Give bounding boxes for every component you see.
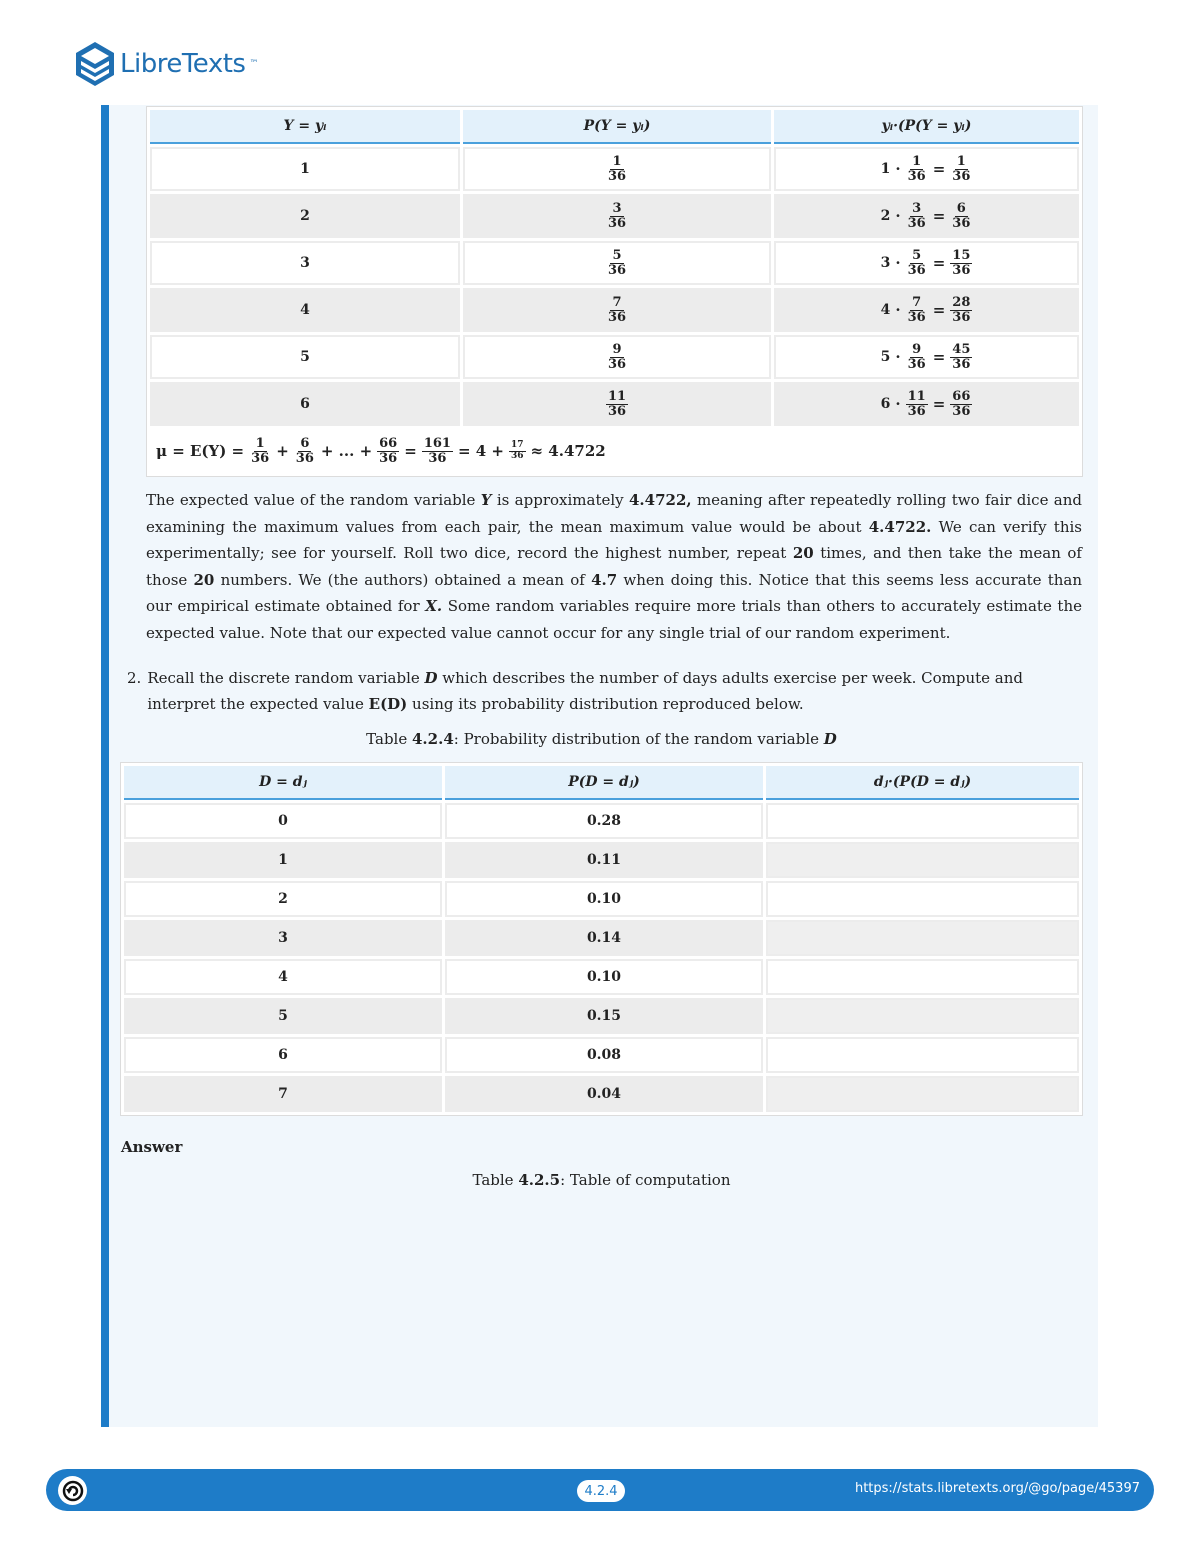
table-caption-4-2-5 <box>121 1171 1082 1189</box>
product-numerator: 1 <box>912 153 922 169</box>
table-y-computation <box>146 106 1083 477</box>
caption-number: 4.2.4 <box>412 730 454 748</box>
caption-text: : Table of computation <box>560 1171 731 1189</box>
cell-product <box>766 1076 1079 1112</box>
cell-d: 5 <box>124 998 442 1034</box>
col-header-prob: P(D = dⱼ) <box>445 766 763 800</box>
mean-f3-numerator: 66 <box>379 435 398 451</box>
item-text: using its probability distribution reproduced below. <box>407 694 804 713</box>
refresh-cc-icon <box>62 1480 84 1502</box>
cell-d: 1 <box>124 842 442 878</box>
mean-f1-numerator: 1 <box>255 435 265 451</box>
result-numerator: 66 <box>952 388 971 404</box>
cell-product: 6 · $\frac{11}{36}$ = $\frac{66}{36}$ <box>774 382 1079 426</box>
cell-prob <box>463 194 771 238</box>
product-factor: 4 <box>880 302 891 318</box>
footer-bar <box>46 1469 1154 1511</box>
result-numerator: 28 <box>952 294 971 310</box>
list-item-2 <box>127 666 1082 717</box>
table-row <box>124 842 1079 878</box>
item-text: Recall the discrete random variable <box>147 669 425 687</box>
mean-f2-denominator: 36 <box>295 450 314 466</box>
equals-sign: = <box>932 160 946 178</box>
table-row <box>150 382 1079 426</box>
table-d-distribution <box>120 762 1083 1116</box>
col-header-y: Y = yᵢ <box>150 110 460 144</box>
cell-product <box>766 998 1079 1034</box>
cell-d: 4 <box>124 959 442 995</box>
col-header-product: dⱼ·(P(D = dⱼ) <box>766 766 1079 800</box>
cell-prob: 0.28 <box>445 803 763 839</box>
product-numerator: 3 <box>912 200 922 216</box>
table-row <box>124 881 1079 917</box>
number-4-7: 4.7 <box>591 570 618 589</box>
libretexts-logo-icon <box>74 40 116 88</box>
cell-prob: 0.10 <box>445 959 763 995</box>
prob-numerator: 5 <box>612 247 622 263</box>
cell-product <box>766 842 1079 878</box>
prob-denominator: 36 <box>607 215 627 231</box>
equals-sign: = <box>932 254 946 272</box>
cell-prob: 0.11 <box>445 842 763 878</box>
result-denominator: 36 <box>952 262 971 278</box>
mean-lhs: μ = E(Y) = <box>156 442 245 460</box>
result-denominator: 36 <box>952 403 971 419</box>
expected-value-explanation <box>146 487 1082 646</box>
cell-y: 4 <box>150 288 460 332</box>
plus-sign: + <box>276 442 289 460</box>
creative-commons-icon[interactable] <box>58 1476 87 1505</box>
table-row <box>150 241 1079 285</box>
cell-product <box>766 803 1079 839</box>
cell-y: 5 <box>150 335 460 379</box>
cell-product <box>766 920 1079 956</box>
mean-f3-denominator: 36 <box>379 450 398 466</box>
product-denominator: 36 <box>907 262 926 278</box>
para-text: The expected value of the random variable <box>146 491 481 509</box>
product-denominator: 36 <box>907 168 926 184</box>
cell-y: 1 <box>150 147 460 191</box>
cell-d: 7 <box>124 1076 442 1112</box>
caption-var: D <box>823 730 837 748</box>
cell-prob: 0.14 <box>445 920 763 956</box>
product-factor: 6 <box>880 396 891 412</box>
prob-denominator: 36 <box>607 262 627 278</box>
mean-f2-numerator: 6 <box>300 435 310 451</box>
equals-sign: = <box>404 442 417 460</box>
equals-sign: = <box>932 395 946 413</box>
equals-sign: = <box>932 348 946 366</box>
product-denominator: 36 <box>907 309 926 325</box>
prob-denominator: 36 <box>607 356 627 372</box>
caption-number: 4.2.5 <box>518 1171 561 1189</box>
table-row <box>150 288 1079 332</box>
list-number: 2. <box>127 669 142 687</box>
table-row <box>150 194 1079 238</box>
expected-value-formula <box>156 437 606 465</box>
cell-product: 4 · $\frac{7}{36}$ = $\frac{28}{36}$ <box>774 288 1079 332</box>
table-row <box>124 959 1079 995</box>
prob-numerator: 9 <box>612 341 622 357</box>
caption-text: : Probability distribution of the random variable <box>453 730 824 748</box>
cell-d: 2 <box>124 881 442 917</box>
cell-prob: 0.10 <box>445 881 763 917</box>
mean-f4-numerator: 161 <box>423 435 451 451</box>
table-row <box>124 1076 1079 1112</box>
approx-value: ≈ 4.4722 <box>530 442 606 460</box>
cell-product: 1 · $\frac{1}{36}$ = $\frac{1}{36}$ <box>774 147 1079 191</box>
caption-prefix: Table <box>366 730 412 748</box>
var-x: X. <box>425 597 443 615</box>
product-factor: 2 <box>880 208 891 224</box>
result-numerator: 1 <box>956 153 966 169</box>
prob-denominator: 36 <box>607 168 627 184</box>
col-header-product: yᵢ·(P(Y = yᵢ) <box>774 110 1079 144</box>
cell-d: 6 <box>124 1037 442 1073</box>
table-row <box>124 1037 1079 1073</box>
product-numerator: 7 <box>912 294 922 310</box>
number-20: 20 <box>792 544 814 562</box>
table-caption-4-2-4 <box>121 730 1082 748</box>
prob-denominator: 36 <box>607 403 627 419</box>
para-text: numbers. We (the authors) obtained a mean of <box>214 570 592 589</box>
result-numerator: 15 <box>952 247 971 263</box>
table-row <box>124 998 1079 1034</box>
number-20: 20 <box>193 570 215 589</box>
item-text: which describes the number of days adults exercise per week. Compute and interpret the expected value <box>147 669 1023 713</box>
value-4-4722: 4.4722. <box>868 517 932 536</box>
para-text: is approximately <box>491 491 629 509</box>
cell-product: 5 · $\frac{9}{36}$ = $\frac{45}{36}$ <box>774 335 1079 379</box>
cell-d: 3 <box>124 920 442 956</box>
product-factor: 3 <box>880 255 891 271</box>
page-url-link[interactable]: https://stats.libretexts.org/@go/page/45397 <box>854 1481 1140 1496</box>
cell-product: 3 · $\frac{5}{36}$ = $\frac{15}{36}$ <box>774 241 1079 285</box>
cell-product: 2 · $\frac{3}{36}$ = $\frac{6}{36}$ <box>774 194 1079 238</box>
cell-prob <box>463 288 771 332</box>
table-row <box>124 803 1079 839</box>
col-header-prob: P(Y = yᵢ) <box>463 110 771 144</box>
col-header-d: D = dⱼ <box>124 766 442 800</box>
ellipsis-terms: + ... + <box>320 442 373 460</box>
cell-prob <box>463 147 771 191</box>
para-text: We can verify this experimentally; see for yourself. Roll two dice, record the highest number, repeat <box>146 517 1082 562</box>
mean-f5-denominator: 36 <box>510 450 524 461</box>
mean-row <box>150 429 1079 473</box>
var-d: D <box>424 669 438 687</box>
answer-toggle[interactable]: Answer <box>121 1138 183 1156</box>
result-numerator: 45 <box>952 341 971 357</box>
cell-product <box>766 959 1079 995</box>
product-denominator: 36 <box>907 356 926 372</box>
expected-value-d: E(D) <box>368 694 408 713</box>
result-denominator: 36 <box>952 168 971 184</box>
para-text: when doing this. Notice that this seems less accurate than our empirical estimate obtained for <box>146 570 1083 615</box>
caption-prefix: Table <box>472 1171 519 1189</box>
cell-y: 6 <box>150 382 460 426</box>
product-denominator: 36 <box>907 215 926 231</box>
logo-text: LibreTexts <box>120 49 246 79</box>
page-number: 4.2.4 <box>577 1480 625 1502</box>
cell-prob: 0.15 <box>445 998 763 1034</box>
prob-numerator: 1 <box>612 153 622 169</box>
mean-f5-numerator: 17 <box>510 440 524 451</box>
value-4-4722: 4.4722, <box>628 491 692 509</box>
result-numerator: 6 <box>956 200 966 216</box>
mean-f4-denominator: 36 <box>428 450 447 466</box>
mean-cell <box>150 429 1079 473</box>
list-item-text <box>147 666 1082 717</box>
equals-four-plus: = 4 + <box>457 442 504 460</box>
product-denominator: 36 <box>907 403 926 419</box>
cell-prob <box>463 382 771 426</box>
prob-numerator: 7 <box>612 294 622 310</box>
result-denominator: 36 <box>952 309 971 325</box>
cell-y: 2 <box>150 194 460 238</box>
result-denominator: 36 <box>952 215 971 231</box>
product-numerator: 5 <box>912 247 922 263</box>
prob-denominator: 36 <box>607 309 627 325</box>
cell-product <box>766 1037 1079 1073</box>
cell-prob: 0.04 <box>445 1076 763 1112</box>
mean-f1-denominator: 36 <box>251 450 270 466</box>
product-factor: 1 <box>880 161 891 177</box>
result-denominator: 36 <box>952 356 971 372</box>
cell-prob <box>463 241 771 285</box>
prob-numerator: 3 <box>612 200 622 216</box>
logo-trademark: ™ <box>249 59 259 69</box>
cell-prob: 0.08 <box>445 1037 763 1073</box>
table-row <box>150 335 1079 379</box>
libretexts-logo[interactable] <box>74 40 258 88</box>
cell-d: 0 <box>124 803 442 839</box>
product-numerator: 9 <box>912 341 922 357</box>
var-y: Y <box>480 491 492 509</box>
product-numerator: 11 <box>907 388 926 404</box>
prob-numerator: 11 <box>607 388 627 404</box>
para-text: Some random variables require more trials than others to accurately estimate the expected value. Note that our expected value cannot occur for any single trial of our random experiment. <box>146 597 1083 642</box>
table-row <box>124 920 1079 956</box>
para-text: times, and then take the mean of those <box>146 544 1082 589</box>
equals-sign: = <box>932 301 946 319</box>
table-row <box>150 147 1079 191</box>
cell-y: 3 <box>150 241 460 285</box>
para-text: meaning after repeatedly rolling two fair dice and examining the maximum values from each pair, the mean maximum value would be about <box>146 491 1083 536</box>
cell-product <box>766 881 1079 917</box>
product-factor: 5 <box>880 349 891 365</box>
cell-prob <box>463 335 771 379</box>
equals-sign: = <box>932 207 946 225</box>
